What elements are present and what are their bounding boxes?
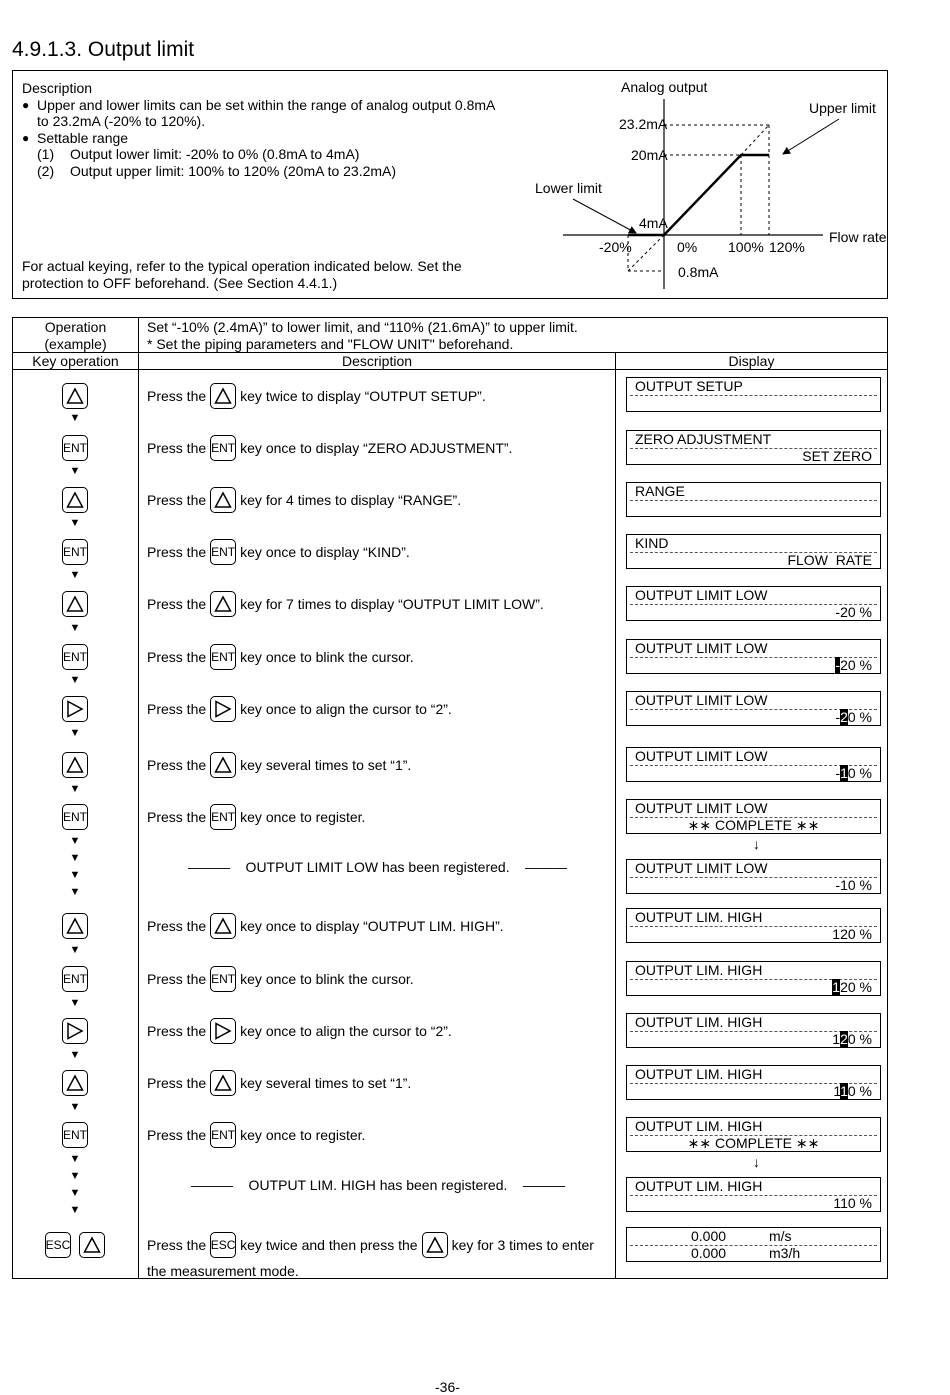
ent-key-icon: ENT [210,644,236,670]
up-key-icon [62,383,88,409]
down-arrow-icon: ▼ [69,783,81,795]
graph-x-title: Flow rate [829,229,887,245]
operation-label: Operation (example) [44,319,107,352]
down-arrow-icon: ▼ [69,1153,81,1165]
svg-text:-20%: -20% [599,239,632,255]
esc-key-icon: ESC [210,1232,236,1258]
lcd-display: OUTPUT LIMIT LOW -20 % [626,586,881,621]
lcd-display: OUTPUT LIM. HIGH 110 % [626,1065,881,1100]
lcd-display-measurement: 0.000 m/s 0.000 m3/h [626,1227,881,1262]
up-key-icon [62,487,88,513]
right-key-icon [210,1018,236,1044]
step-description: Press the ENT key once to register. [147,1122,365,1148]
lcd-display: OUTPUT LIM. HIGH 120 % [626,1013,881,1048]
down-arrow-icon: ▼ [69,852,81,864]
up-key-icon [210,591,236,617]
down-arrow-icon: ▼ [69,835,81,847]
graph-lower-limit-label: Lower limit [535,180,602,196]
lcd-display: OUTPUT LIM. HIGH 120 % [626,961,881,996]
graph-upper-limit-label: Upper limit [809,100,876,116]
cursor: 1 [840,765,848,781]
final-step-description: Press the ESC key twice and then press the key for 3 times to enter [147,1232,594,1258]
ent-key-icon: ENT [210,1122,236,1148]
bullet-settable: ● Settable range [22,130,522,147]
cursor: 1 [832,979,841,995]
lcd-display: RANGE [626,482,881,517]
operation-table [12,317,888,1279]
output-limit-graph [523,71,889,298]
ent-key-icon: ENT [62,966,88,992]
down-arrow-icon: ▼ [69,869,81,881]
lcd-display: OUTPUT LIMIT LOW -10 % [626,859,881,894]
down-arrow-icon: ▼ [69,622,81,634]
lcd-display: OUTPUT LIM. HIGH ∗∗ COMPLETE ∗∗ [626,1117,881,1152]
cursor: 2 [840,1031,848,1047]
down-arrow-icon: ▼ [69,517,81,529]
final-step-line2: the measurement mode. [147,1263,299,1279]
step-description: Press the key for 7 times to display “OUTPUT LIMIT LOW”. [147,591,544,617]
ent-key-icon: ENT [62,539,88,565]
step-description: Press the key twice to display “OUTPUT SETUP”. [147,383,486,409]
right-key-icon [62,1018,88,1044]
step-description: Press the ENT key once to display “KIND”. [147,539,410,565]
graph-y-title: Analog output [621,79,708,95]
up-key-icon [210,487,236,513]
right-key-icon [62,696,88,722]
col-key-operation: Key operation [32,353,119,369]
up-key-icon [79,1232,105,1258]
up-key-icon [210,913,236,939]
ent-key-icon: ENT [210,804,236,830]
svg-text:4mA: 4mA [639,215,668,231]
step-description: Press the key once to align the cursor to “2”. [147,696,452,722]
lcd-display: OUTPUT SETUP [626,377,881,412]
operation-example: Set “-10% (2.4mA)” to lower limit, and “110% (21.6mA)” to upper limit. * Set the piping parameters and "FLOW UNIT" beforehand. [147,319,578,352]
cursor: - [835,657,841,673]
down-arrow-icon: ▼ [69,1187,81,1199]
down-arrow-icon: ▼ [69,886,81,898]
range-item-lower: (1) Output lower limit: -20% to 0% (0.8mA to 4mA) [37,146,360,162]
ent-key-icon: ENT [210,539,236,565]
up-key-icon [210,1070,236,1096]
down-arrow-icon: ▼ [69,465,81,477]
lcd-display: OUTPUT LIMIT LOW -20 % [626,639,881,674]
svg-text:100%: 100% [728,239,764,255]
up-key-icon [62,591,88,617]
description-box [12,70,888,299]
description-title: Description [22,80,93,96]
svg-text:120%: 120% [769,239,805,255]
description-footer: For actual keying, refer to the typical operation indicated below. Set the protection to OFF beforehand. (See Section 4.4.1.) [22,258,462,291]
step-description: Press the key several times to set “1”. [147,752,411,778]
lcd-display: OUTPUT LIMIT LOW -10 % [626,747,881,782]
step-description: Press the ENT key once to blink the cursor. [147,644,414,670]
down-arrow-icon: ▼ [69,1204,81,1216]
down-arrow-icon: ▼ [69,1170,81,1182]
lcd-display: OUTPUT LIMIT LOW -20 % [626,691,881,726]
down-arrow-icon: ▼ [69,1101,81,1113]
esc-key-icon: ESC [45,1232,71,1258]
page-number: -36- [435,1379,460,1395]
lcd-display: OUTPUT LIMIT LOW ∗∗ COMPLETE ∗∗ [626,799,881,834]
cursor: 2 [840,709,848,725]
lcd-down-arrow-icon: ↓ [753,836,760,852]
ent-key-icon: ENT [210,435,236,461]
up-key-icon [210,383,236,409]
svg-text:0%: 0% [677,239,698,255]
lcd-down-arrow-icon: ↓ [753,1154,760,1170]
description-text [22,80,522,179]
step-description: Press the key once to display “OUTPUT LIM. HIGH”. [147,913,504,939]
up-key-icon [422,1232,448,1258]
down-arrow-icon: ▼ [69,727,81,739]
lcd-display: OUTPUT LIM. HIGH 110 % [626,1177,881,1212]
step-description: Press the ENT key once to display “ZERO ADJUSTMENT”. [147,435,512,461]
down-arrow-icon: ▼ [69,674,81,686]
down-arrow-icon: ▼ [69,1049,81,1061]
up-key-icon [210,752,236,778]
up-key-icon [62,752,88,778]
lcd-display: ZERO ADJUSTMENT SET ZERO [626,430,881,465]
ent-key-icon: ENT [62,1122,88,1148]
registered-message: ——— OUTPUT LIM. HIGH has been registered. ——— [191,1177,565,1193]
ent-key-icon: ENT [62,644,88,670]
down-arrow-icon: ▼ [69,569,81,581]
ent-key-icon: ENT [62,435,88,461]
col-description: Description [341,353,413,369]
up-key-icon [62,1070,88,1096]
step-description: Press the key once to align the cursor to “2”. [147,1018,452,1044]
bullet-range: ● Upper and lower limits can be set within the range of analog output 0.8mA [22,97,522,114]
svg-text:20mA: 20mA [631,147,668,163]
lcd-display: KIND FLOW RATE [626,534,881,569]
step-description: Press the ENT key once to register. [147,804,365,830]
lcd-display: OUTPUT LIM. HIGH 120 % [626,908,881,943]
right-key-icon [210,696,236,722]
col-display: Display [728,353,775,369]
cursor: 1 [840,1083,848,1099]
ent-key-icon: ENT [210,966,236,992]
step-description: Press the ENT key once to blink the cursor. [147,966,414,992]
registered-message: ——— OUTPUT LIMIT LOW has been registered. ——— [188,859,568,875]
step-description: Press the key for 4 times to display “RANGE”. [147,487,461,513]
range-item-upper: (2) Output upper limit: 100% to 120% (20mA to 23.2mA) [37,162,397,179]
bullet-range-cont: to 23.2mA (-20% to 120%). [37,113,206,129]
step-description: Press the key several times to set “1”. [147,1070,411,1096]
down-arrow-icon: ▼ [69,412,81,424]
down-arrow-icon: ▼ [69,997,81,1009]
page-title: 4.9.1.3. Output limit [12,38,195,61]
svg-text:23.2mA: 23.2mA [619,116,668,132]
up-key-icon [62,913,88,939]
ent-key-icon: ENT [62,804,88,830]
svg-text:0.8mA: 0.8mA [678,264,719,280]
down-arrow-icon: ▼ [69,944,81,956]
